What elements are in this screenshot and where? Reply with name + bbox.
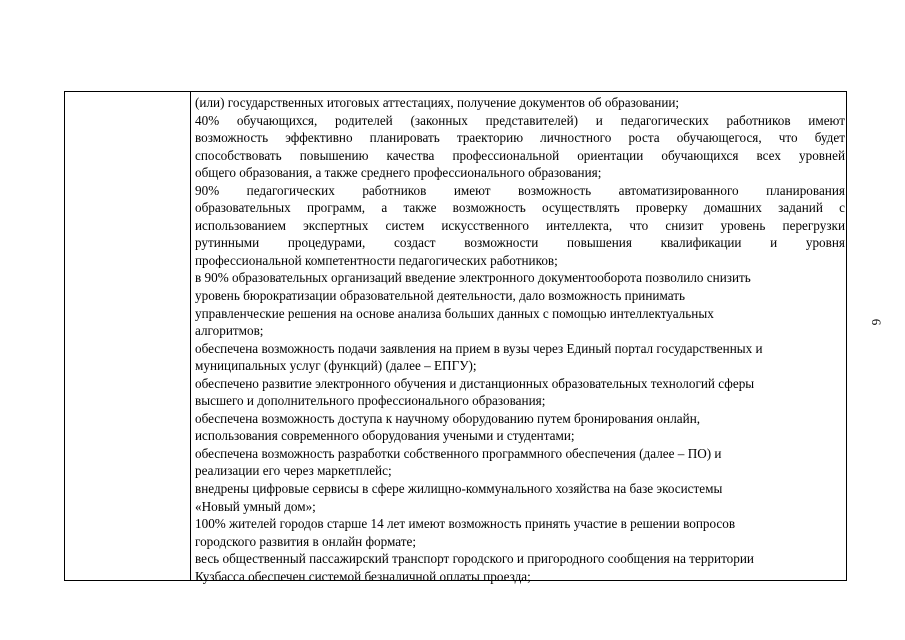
text-line: использованием экспертных систем искусственного интеллекта, что снизит уровень перегрузки: [195, 217, 845, 233]
text-line: (или) государственных итоговых аттестациях, получение документов об образовании;: [195, 95, 680, 110]
text-line: обеспечена возможность подачи заявления на прием в вузы через Единый портал государственных и: [195, 340, 763, 356]
text-line: образовательных программ, а также возможность осуществлять проверку домашних заданий с: [195, 200, 845, 216]
text-line: способствовать повышению качества профессиональной ориентации обучающихся всех уровней: [195, 147, 845, 163]
text-line: реализации его через маркетплейс;: [195, 463, 392, 479]
text-line: управленческие решения на основе анализа больших данных с помощью интеллектуальных: [195, 305, 714, 321]
text-line: высшего и дополнительного профессионального образования;: [195, 393, 546, 409]
table-left-cell: [65, 92, 191, 580]
text-line: алгоритмов;: [195, 323, 264, 339]
text-line: Кузбасса обеспечен системой безналичной оплаты проезда;: [195, 568, 531, 584]
page-number: 6: [869, 318, 884, 326]
text-line: общего образования, а также среднего профессионального образования;: [195, 165, 602, 181]
text-line: рутинными процедурами, создаст возможности повышения квалификации и уровня: [195, 235, 845, 251]
text-line: 40% обучающихся, родителей (законных представителей) и педагогических работников имеют: [195, 112, 845, 128]
text-line: городского развития в онлайн формате;: [195, 533, 417, 549]
text-line: 90% педагогических работников имеют возможность автоматизированного планирования: [195, 182, 845, 198]
table-text-cell: [195, 94, 845, 585]
text-line: обеспечена возможность доступа к научному оборудованию путем бронирования онлайн,: [195, 410, 701, 426]
document-table: [64, 91, 847, 584]
text-line: профессиональной компетентности педагогических работников;: [195, 252, 558, 268]
text-line: в 90% образовательных организаций введение электронного документооборота позволило снизить: [195, 270, 751, 286]
text-line: обеспечено развитие электронного обучения и дистанционных образовательных технологий сферы: [195, 375, 755, 391]
text-line: использования современного оборудования учеными и студентами;: [195, 428, 575, 444]
text-line: обеспечена возможность разработки собственного программного обеспечения (далее – ПО) и: [195, 445, 722, 461]
text-line: уровень бюрократизации образовательной деятельности, дало возможность принимать: [195, 288, 686, 304]
text-line: муниципальных услуг (функций) (далее – ЕПГУ);: [195, 358, 477, 374]
text-line: внедрены цифровые сервисы в сфере жилищно-коммунального хозяйства на базе экосистемы: [195, 481, 723, 497]
text-line: весь общественный пассажирский транспорт городского и пригородного сообщения на территории: [195, 551, 754, 567]
text-line: 100% жителей городов старше 14 лет имеют возможность принять участие в решении вопросов: [195, 516, 736, 532]
text-line: возможность эффективно планировать траекторию личностного роста обучающегося, что будет: [195, 130, 845, 146]
text-line: «Новый умный дом»;: [195, 498, 316, 514]
